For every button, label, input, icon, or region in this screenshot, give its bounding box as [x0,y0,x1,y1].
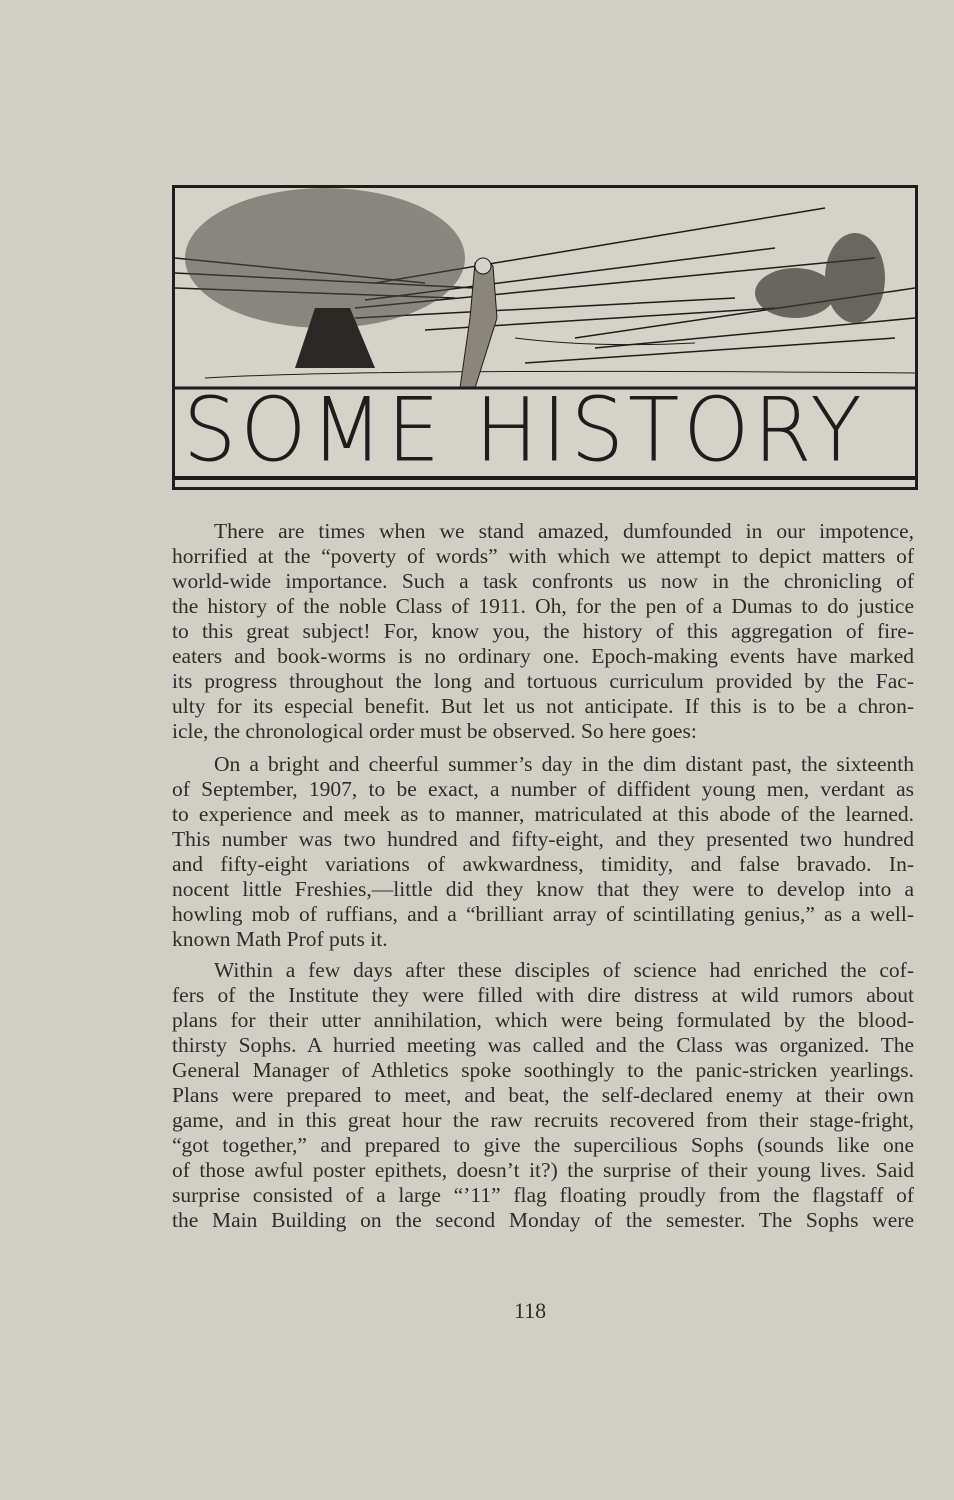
text-line: ulty for its especial benefit. But let us not anticipate. If this is to be a chron- [172,694,914,718]
paragraph-3 [172,958,914,1233]
text-line: its progress throughout the long and tortuous curriculum provided by the Fac- [172,669,914,693]
distant-trees [755,233,885,323]
text-line: General Manager of Athletics spoke soothingly to the panic-stricken yearlings. [172,1058,914,1082]
header-illustration [172,185,918,490]
text-line: nocent little Freshies,—little did they know that they were to develop into a [172,877,914,901]
text-line: On a bright and cheerful summer’s day in the dim distant past, the sixteenth [214,752,914,776]
text-line: of September, 1907, to be exact, a number of diffident young men, verdant as [172,777,914,801]
text-line: to experience and meek as to manner, matriculated at this abode of the learned. [172,802,914,826]
text-line: eaters and book-worms is no ordinary one. Epoch-making events have marked [172,644,914,668]
text-line: There are times when we stand amazed, dumfounded in our impotence, [214,519,914,543]
text-line: icle, the chronological order must be observed. So here goes: [172,719,697,743]
paragraph-2 [172,752,914,952]
text-line: of those awful poster epithets, doesn’t it?) the surprise of their young lives. Said [172,1158,914,1182]
text-line: fers of the Institute they were filled with dire distress at wild rumors about [172,983,914,1007]
text-line: world-wide importance. Such a task confronts us now in the chronicling of [172,569,914,593]
paragraph-1 [172,519,914,744]
text-line: Within a few days after these disciples of science had enriched the cof- [214,958,914,982]
text-line: surprise consisted of a large “’11” flag floating proudly from the flagstaff of [172,1183,914,1207]
text-line: to this great subject! For, know you, the history of this aggregation of fire- [172,619,914,643]
text-line: the history of the noble Class of 1911. Oh, for the pen of a Dumas to do justice [172,594,914,618]
text-line: howling mob of ruffians, and a “brilliant array of scintillating genius,” as a well- [172,902,914,926]
text-line: This number was two hundred and fifty-eight, and they presented two hundred [172,827,914,851]
text-line: thirsty Sophs. A hurried meeting was called and the Class was organized. The [172,1033,914,1057]
page-number: 118 [514,1298,547,1323]
text-line: Plans were prepared to meet, and beat, the self-declared enemy at their own [172,1083,914,1107]
tree-drawing [185,188,465,368]
figure-drawing [460,258,497,388]
text-line: known Math Prof puts it. [172,927,388,951]
text-line: game, and in this great hour the raw recruits recovered from their stage-fright, [172,1108,914,1132]
text-line: the Main Building on the second Monday of the semester. The Sophs were [172,1208,914,1232]
text-line: and fifty-eight variations of awkwardness, timidity, and false bravado. In- [172,852,914,876]
text-line: plans for their utter annihilation, which were being formulated by the blood- [172,1008,914,1032]
page-title: SOME HISTORY [183,378,866,482]
text-line: “got together,” and prepared to give the supercilious Sophs (sounds like one [172,1133,914,1157]
text-line: horrified at the “poverty of words” with which we attempt to depict matters of [172,544,914,568]
